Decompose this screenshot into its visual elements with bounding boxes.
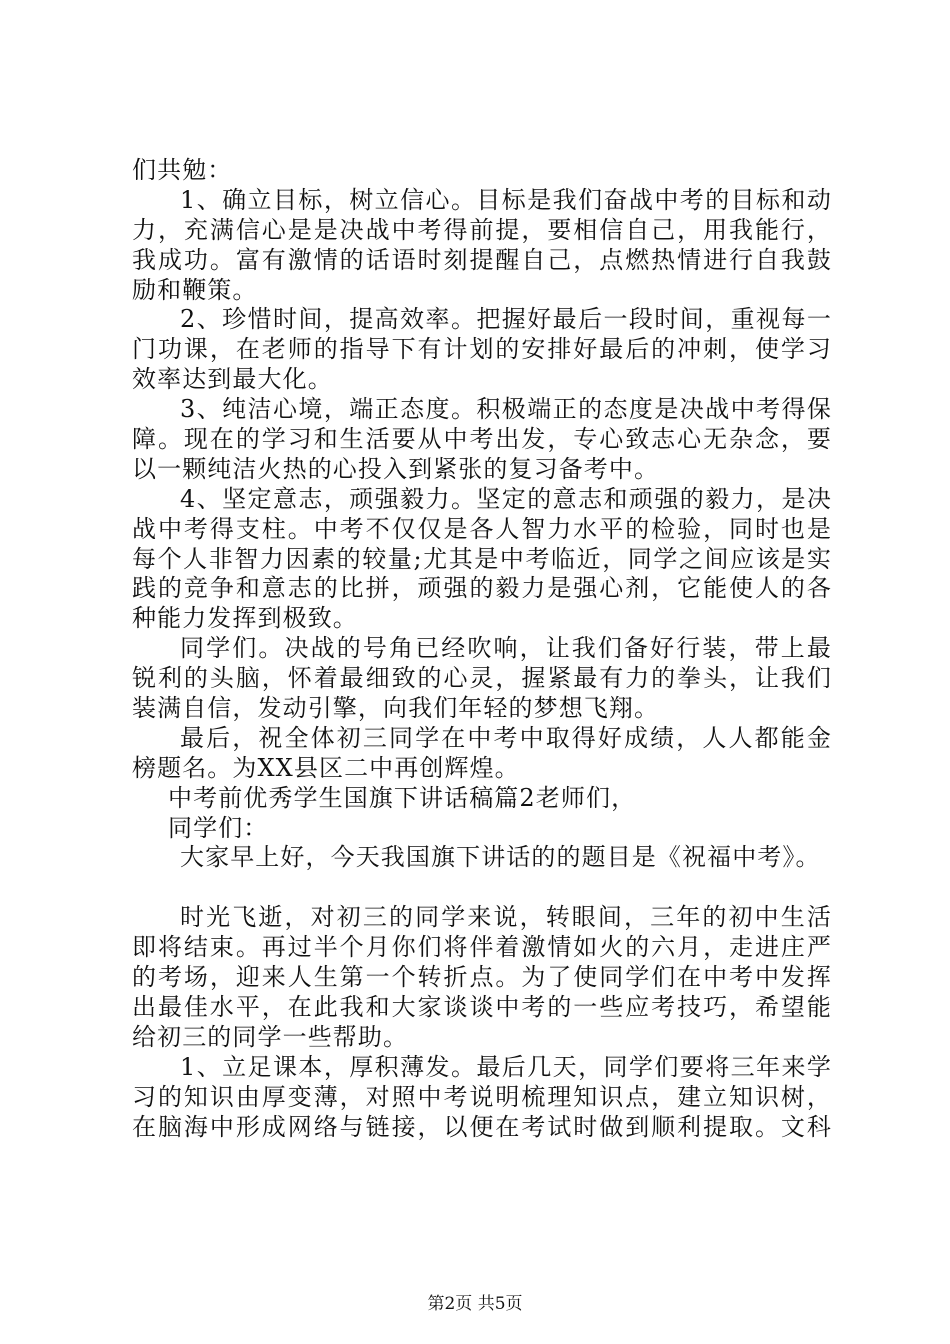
text-line: 2、珍惜时间，提高效率。把握好最后一段时间，重视每一 bbox=[180, 305, 832, 334]
text-line: 同学们。决战的号角已经吹响，让我们备好行装，带上最 bbox=[180, 634, 832, 663]
text-line: 锐利的头脑，怀着最细致的心灵，握紧最有力的拳头，让我们 bbox=[132, 664, 832, 693]
text-line: 力，充满信心是是决战中考得前提，要相信自己，用我能行， bbox=[132, 215, 832, 244]
text-line: 励和鞭策。 bbox=[132, 275, 258, 304]
text-line: 践的竞争和意志的比拼，顽强的毅力是强心剂，它能使人的各 bbox=[132, 574, 832, 603]
text-line: 1、立足课本，厚积薄发。最后几天，同学们要将三年来学 bbox=[180, 1052, 832, 1081]
text-line: 同学们： bbox=[168, 813, 269, 842]
text-line: 1、确立目标，树立信心。目标是我们奋战中考的目标和动 bbox=[180, 185, 832, 214]
text-line: 的考场，迎来人生第一个转折点。为了使同学们在中考中发挥 bbox=[132, 963, 832, 992]
text-line: 给初三的同学一些帮助。 bbox=[132, 1022, 409, 1051]
text-line: 时光飞逝，对初三的同学来说，转眼间，三年的初中生活 bbox=[180, 903, 832, 932]
text-line: 最后，祝全体初三同学在中考中取得好成绩，人人都能金 bbox=[180, 723, 832, 752]
text-line: 习的知识由厚变薄，对照中考说明梳理知识点，建立知识树， bbox=[132, 1082, 832, 1111]
text-line: 出最佳水平，在此我和大家谈谈中考的一些应考技巧，希望能 bbox=[132, 992, 832, 1021]
page-footer: 第2页 共5页 bbox=[427, 1294, 523, 1314]
text-line: 种能力发挥到极致。 bbox=[132, 604, 358, 633]
text-line: 榜题名。为XX县区二中再创辉煌。 bbox=[132, 753, 520, 782]
text-line: 每个人非智力因素的较量;尤其是中考临近，同学之间应该是实 bbox=[132, 544, 832, 573]
text-line: 效率达到最大化。 bbox=[132, 365, 333, 394]
text-line: 在脑海中形成网络与链接，以便在考试时做到顺利提取。文科 bbox=[132, 1112, 832, 1141]
text-line: 以一颗纯洁火热的心投入到紧张的复习备考中。 bbox=[132, 454, 660, 483]
text-line: 障。现在的学习和生活要从中考出发，专心致志心无杂念，要 bbox=[132, 425, 832, 454]
text-line: 4、坚定意志，顽强毅力。坚定的意志和顽强的毅力，是决 bbox=[180, 484, 832, 513]
text-line: 大家早上好，今天我国旗下讲话的的题目是《祝福中考》。 bbox=[180, 843, 821, 872]
text-line: 即将结束。再过半个月你们将伴着激情如火的六月，走进庄严 bbox=[132, 933, 832, 962]
text-line: 装满自信，发动引擎，向我们年轻的梦想飞翔。 bbox=[132, 694, 660, 723]
text-line: 们共勉： bbox=[132, 156, 233, 184]
text-line: 中考前优秀学生国旗下讲话稿篇2老师们， bbox=[168, 783, 637, 812]
text-line: 战中考得支柱。中考不仅仅是各人智力水平的检验，同时也是 bbox=[132, 514, 832, 543]
text-line: 我成功。富有激情的话语时刻提醒自己，点燃热情进行自我鼓 bbox=[132, 245, 832, 274]
document-body bbox=[132, 156, 832, 1142]
text-line: 门功课，在老师的指导下有计划的安排好最后的冲刺，使学习 bbox=[132, 335, 832, 364]
text-line: 3、纯洁心境，端正态度。积极端正的态度是决战中考得保 bbox=[180, 395, 832, 424]
blank-line bbox=[132, 873, 832, 903]
